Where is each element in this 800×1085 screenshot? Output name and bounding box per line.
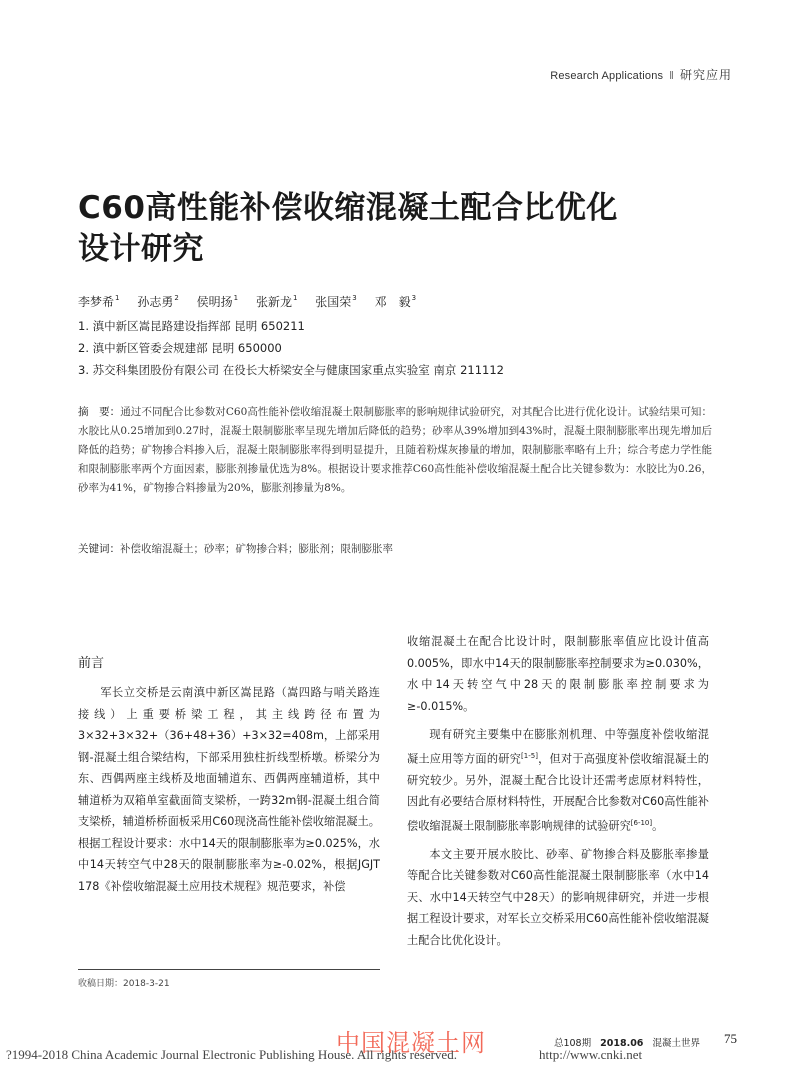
body-paragraph: 收缩混凝土在配合比设计时，限制膨胀率值应比设计值高0.005%，即水中14天的限制膨胀率控制要求为≥0.030%，水中14天转空气中28天的限制膨胀率控制要求为≥-0.015%。: [407, 635, 709, 713]
author-affiliation-mark: 3: [352, 294, 357, 302]
body-paragraph: 本文主要开展水胶比、砂率、矿物掺合料及膨胀率掺量等配合比关键参数对C60高性能混凝土限制膨胀率（水中14天、水中14天转空气中28天）的影响规律研究，并进一步根据工程设计要求，对军长立交桥采用C60高性能补偿收缩混凝土配合比优化设计。: [407, 847, 709, 947]
title-line-1: C60高性能补偿收缩混凝土配合比优化: [78, 190, 618, 226]
paragraph-text: ，但对于高强度补偿收缩混凝土的研究较少。另外，混凝土配合比设计还需考虑原材料特性，因此有必要结合原材料特性，开展配合比参数对C60高性能补偿收缩混凝土限制膨胀率影响规律的试验研究: [407, 752, 709, 833]
author-name: 张新龙: [255, 295, 292, 309]
affiliation-1: 1. 滇中新区嵩昆路建设指挥部 昆明 650211: [78, 319, 305, 333]
author-affiliation-mark: 1: [233, 294, 239, 302]
abstract-text: 通过不同配合比参数对C60高性能补偿收缩混凝土限制膨胀率的影响规律试验研究，对其配合比进行优化设计。试验结果可知：水胶比从0.25增加到0.27时，混凝土限制膨胀率呈现先增加后降低的趋势；砂率从39%增加到43%时，混凝土限制膨胀率出现先增加后降低的趋势；矿物掺合料掺入后，混凝土限制膨胀率得到明显提升，且随着粉煤灰掺量的增加，限制膨胀率略有上升；综合考虑力学性能和限制膨胀率两个方面因素，膨胀剂掺量优选为8%。根据设计要求推荐C60高性能补偿收缩混凝土配合比关键参数为：水胶比为0.26，砂率为41%，矿物掺合料掺量为20%，膨胀剂掺量为8%。: [78, 406, 712, 494]
paragraph-text: 。: [652, 819, 664, 833]
citation-ref: [1-5]: [521, 751, 538, 760]
keywords-text: 补偿收缩混凝土；砂率；矿物掺合料；膨胀剂；限制膨胀率: [120, 543, 393, 555]
author-affiliation-mark: 1: [292, 294, 298, 302]
author-name: 侯明扬: [196, 295, 233, 309]
author: [315, 295, 356, 309]
running-header: [550, 66, 732, 83]
citation-ref: [6-10]: [630, 818, 653, 827]
footer-date: 2018.06: [600, 1038, 644, 1049]
header-section-cn: 研究应用: [679, 68, 732, 82]
author-name: 孙志勇: [137, 295, 174, 309]
keywords-label: 关键词：: [78, 543, 120, 555]
body-column-left: [78, 682, 380, 897]
paper-title: [78, 188, 698, 270]
author-name: 邓 毅: [374, 295, 411, 309]
affiliation-2: 2. 滇中新区管委会规建部 昆明 650000: [78, 341, 282, 355]
abstract-label: 摘 要：: [78, 406, 121, 418]
footer-issue: 总108期: [553, 1038, 592, 1049]
author-affiliation-mark: 2: [174, 294, 179, 302]
watermark-logo: 中国混凝土网: [336, 1029, 486, 1057]
header-separator: ‖: [669, 70, 674, 82]
author-affiliation-mark: 1: [115, 294, 120, 302]
header-section-en: Research Applications: [550, 70, 664, 82]
affiliation-3: 3. 苏交科集团股份有限公司 在役长大桥梁安全与健康国家重点实验室 南京 211112: [78, 363, 504, 377]
author: [137, 295, 178, 309]
body-paragraph: 军长立交桥是云南滇中新区嵩昆路（嵩四路与哨关路连接线）上重要桥梁工程，其主线跨径布置为3×32+3×32+（36+48+36）+3×32=408m，上部采用钢-混凝土组合梁结构，下部采用独柱折线型桥墩。桥梁分为东、西偶两座主线桥及地面辅道东、西偶两座辅道桥，其中辅道桥为双箱单室截面简支梁桥，一跨32m钢-混凝土组合简支梁桥，辅道桥桥面板采用C60现浇高性能补偿收缩混凝土。根据工程设计要求：水中14天的限制膨胀率为≥0.025%，水中14天转空气中28天的限制膨胀率为≥-0.02%，根据JGJT 178《补偿收缩混凝土应用技术规程》规范要求，补偿: [78, 686, 380, 893]
paragraph-text: 现有研究主要集中在膨胀剂机理、中等强度补偿收缩混凝土应用等方面的研究: [407, 728, 709, 766]
page-number: 75: [724, 1031, 737, 1046]
author-list: [78, 293, 430, 310]
author: [375, 295, 416, 309]
footer-journal: 混凝土世界: [652, 1038, 700, 1049]
author: [78, 295, 119, 309]
abstract: [78, 403, 712, 498]
body-column-right: [407, 631, 709, 951]
section-heading: 前言: [78, 656, 105, 671]
author: [197, 295, 238, 309]
footnote-divider: [78, 969, 380, 970]
body-paragraph: [407, 724, 709, 837]
author-affiliation-mark: 3: [411, 294, 417, 302]
author: [256, 295, 297, 309]
received-date: 收稿日期：2018-3-21: [78, 979, 170, 989]
cnki-link[interactable]: http://www.cnki.net: [539, 1047, 643, 1062]
author-name: 张国荣: [315, 295, 352, 309]
copyright-notice: ?1994-2018 China Academic Journal Electronic Publishing House. All rights reserved.: [6, 1047, 457, 1062]
author-name: 李梦希: [78, 295, 115, 309]
title-line-2: 设计研究: [78, 231, 204, 267]
keywords: [78, 540, 712, 559]
